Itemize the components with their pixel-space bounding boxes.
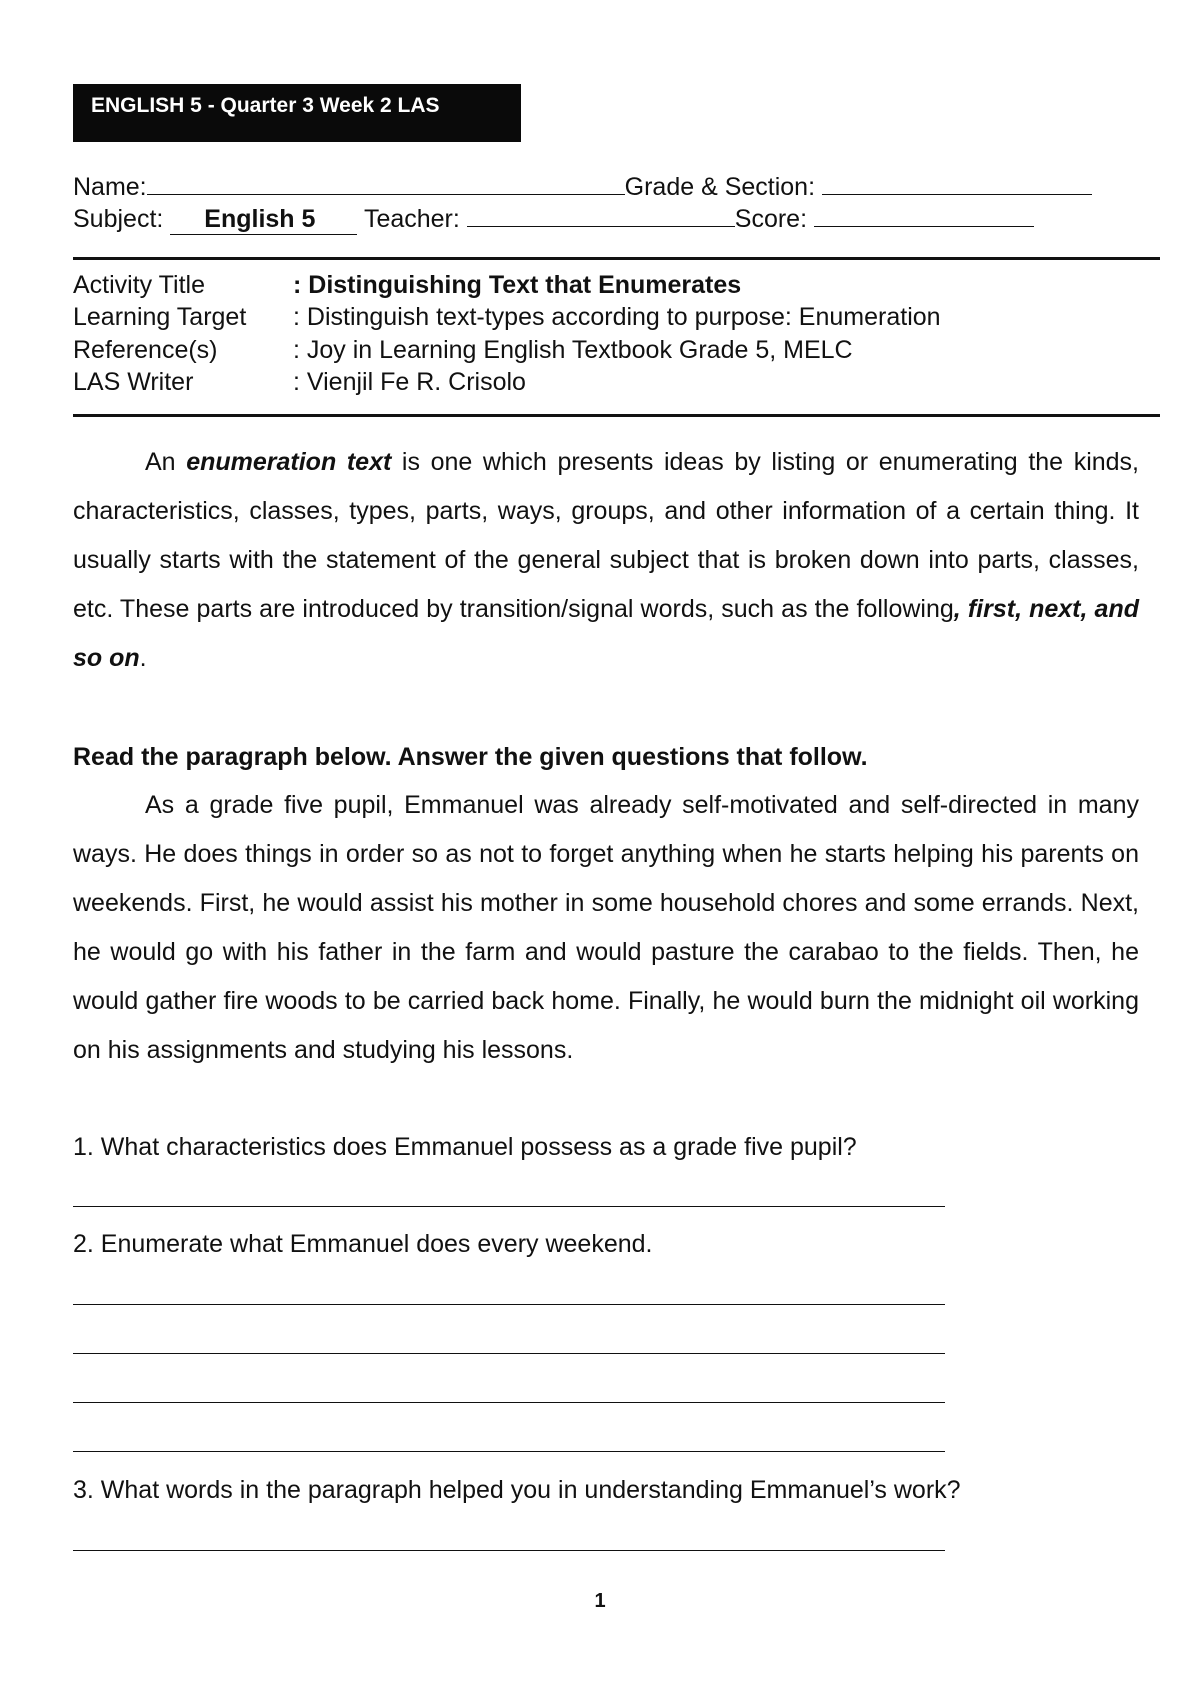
top-divider xyxy=(73,257,1160,260)
intro-text-end: . xyxy=(139,644,147,672)
score-label: Score: xyxy=(734,205,808,233)
signal-words: , first, next, and so on xyxy=(73,595,1139,672)
answer-line[interactable] xyxy=(73,1550,945,1551)
meta-row-references xyxy=(73,336,853,365)
meta-label: Activity Title xyxy=(73,271,205,299)
question-3: 3. What words in the paragraph helped you in understanding Emmanuel’s work? xyxy=(73,1476,961,1504)
enumeration-text-term: enumeration text xyxy=(186,448,392,476)
grade-section-label: Grade & Section: xyxy=(624,173,816,201)
grade-section-blank[interactable] xyxy=(822,172,1092,195)
meta-value: : Vienjil Fe R. Crisolo xyxy=(293,368,526,396)
answer-line[interactable] xyxy=(73,1304,945,1305)
meta-label: LAS Writer xyxy=(73,368,194,396)
answer-line[interactable] xyxy=(73,1206,945,1207)
meta-value: : Joy in Learning English Textbook Grade 5, MELC xyxy=(293,336,853,364)
worksheet-header: ENGLISH 5 - Quarter 3 Week 2 LAS xyxy=(73,84,521,142)
story-paragraph xyxy=(73,781,1139,1075)
answer-line[interactable] xyxy=(73,1402,945,1403)
instruction-text: Read the paragraph below. Answer the given questions that follow. xyxy=(73,743,868,771)
name-blank[interactable] xyxy=(147,172,625,195)
intro-text-body: is one which presents ideas by listing or enumerating the kinds, characteristics, classes, types, parts, ways, groups, and other information of a certain thing. It usually starts with the statement of the general subject that is broken down into parts, classes, etc. These parts are introduced by transition/signal words, such as the following xyxy=(73,448,1140,623)
teacher-label: Teacher: xyxy=(363,205,460,233)
meta-label: Learning Target xyxy=(73,303,247,331)
question-2: 2. Enumerate what Emmanuel does every weekend. xyxy=(73,1230,653,1258)
meta-value: : Distinguishing Text that Enumerates xyxy=(293,271,742,299)
meta-row-las-writer xyxy=(73,368,526,397)
question-1: 1. What characteristics does Emmanuel possess as a grade five pupil? xyxy=(73,1133,857,1161)
teacher-blank[interactable] xyxy=(467,204,735,227)
meta-row-learning-target xyxy=(73,303,941,332)
answer-line[interactable] xyxy=(73,1451,945,1452)
score-blank[interactable] xyxy=(814,204,1034,227)
subject-row xyxy=(73,204,1034,235)
subject-label: Subject: xyxy=(73,205,164,233)
meta-label: Reference(s) xyxy=(73,336,218,364)
name-label: Name: xyxy=(73,173,147,201)
subject-value: English 5 xyxy=(170,205,357,235)
intro-text-start: An xyxy=(145,448,187,476)
meta-row-activity-title xyxy=(73,271,741,300)
answer-line[interactable] xyxy=(73,1353,945,1354)
intro-paragraph xyxy=(73,438,1139,683)
name-row xyxy=(73,172,1092,202)
meta-value: : Distinguish text-types according to purpose: Enumeration xyxy=(293,303,941,331)
page-number: 1 xyxy=(594,1590,606,1612)
bottom-divider xyxy=(73,414,1160,417)
story-text: As a grade five pupil, Emmanuel was already self-motivated and self-directed in many ways. He does things in order so as not to forget anything when he starts helping his parents on weekends. First, he would assist his mother in some household chores and some errands. Next, he would go with his father in the farm and would pasture the carabao to the fields. Then, he would gather fire woods to be carried back home. Finally, he would burn the midnight oil working on his assignments and studying his lessons. xyxy=(73,791,1139,1064)
